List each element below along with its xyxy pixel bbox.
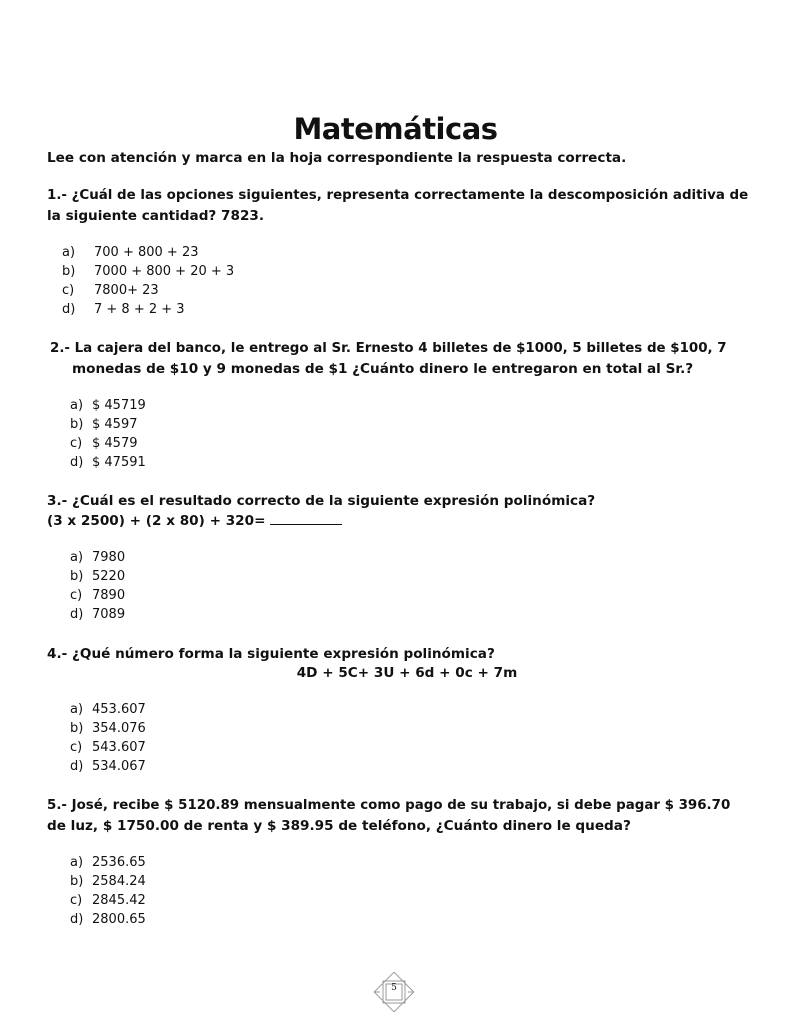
option-a[interactable] [70,853,146,872]
question-2-options [70,396,146,472]
option-d[interactable] [70,757,146,776]
question-1-line-2: la siguiente cantidad? 7823. [47,208,265,224]
expression: (3 x 2500) + (2 x 80) + 320= [47,513,266,529]
question-4-options [70,700,146,776]
page-number: 5 [391,983,397,993]
instructions: Lee con atención y marca en la hoja correspondiente la respuesta correcta. [47,150,627,166]
option-letter: c) [70,588,83,603]
option-letter: c) [70,893,83,908]
option-c[interactable] [70,586,125,605]
option-letter: c) [70,740,83,755]
option-text: 7890 [92,588,126,603]
option-text: 543.607 [92,740,146,755]
option-letter: a) [70,702,84,717]
question-2-line-1: 2.- La cajera del banco, le entrego al Sr. Ernesto 4 billetes de $1000, 5 billetes de $100, 7 [50,341,727,356]
option-text: 5220 [92,569,126,584]
option-text: 7089 [92,607,126,622]
question-5-line-1: 5.- José, recibe $ 5120.89 mensualmente como pago de su trabajo, si debe pagar $ 396.70 [47,798,731,813]
question-5-options [70,853,146,929]
question-1-options [62,243,234,319]
option-c[interactable] [70,434,146,453]
option-text: 7980 [92,550,126,565]
option-text: 700 + 800 + 23 [94,245,199,260]
option-b[interactable] [70,719,146,738]
option-letter: b) [62,264,76,279]
option-text: $ 47591 [92,455,146,470]
option-a[interactable] [62,243,234,262]
option-text: $ 4597 [92,417,138,432]
question-1-line-1: 1.- ¿Cuál de las opciones siguientes, representa correctamente la descomposición aditiva de [47,188,749,203]
question-3-line-1: 3.- ¿Cuál es el resultado correcto de la siguiente expresión polinómica? [47,493,596,509]
question-5-line-2: de luz, $ 1750.00 de renta y $ 389.95 de teléfono, ¿Cuánto dinero le queda? [47,818,631,834]
option-a[interactable] [70,396,146,415]
option-text: 453.607 [92,702,146,717]
question-3-options [70,548,125,624]
option-b[interactable] [62,262,234,281]
option-text: 534.067 [92,759,146,774]
option-text: $ 45719 [92,398,146,413]
option-letter: b) [70,874,84,889]
option-d[interactable] [70,453,146,472]
option-letter: d) [70,912,84,927]
option-text: $ 4579 [92,436,138,451]
option-text: 7 + 8 + 2 + 3 [94,302,185,317]
question-4-line-1: 4.- ¿Qué número forma la siguiente expresión polinómica? [47,646,495,662]
option-letter: b) [70,417,84,432]
option-letter: d) [70,455,84,470]
question-2-line-2: monedas de $10 y 9 monedas de $1 ¿Cuánto dinero le entregaron en total al Sr.? [72,361,694,377]
option-text: 7000 + 800 + 20 + 3 [94,264,235,279]
option-text: 2536.65 [92,855,146,870]
option-text: 7800+ 23 [94,283,159,298]
option-d[interactable] [62,300,234,319]
option-letter: a) [70,855,84,870]
option-b[interactable] [70,567,125,586]
answer-blank [270,512,342,525]
option-c[interactable] [70,891,146,910]
option-letter: a) [62,245,76,260]
option-text: 354.076 [92,721,146,736]
option-text: 2584.24 [92,874,146,889]
option-b[interactable] [70,415,146,434]
option-letter: d) [62,302,76,317]
option-b[interactable] [70,872,146,891]
option-letter: d) [70,607,84,622]
option-letter: c) [62,283,75,298]
option-letter: a) [70,550,84,565]
question-3-line-2 [47,511,342,531]
option-c[interactable] [70,738,146,757]
option-c[interactable] [62,281,234,300]
option-d[interactable] [70,605,125,624]
option-text: 2845.42 [92,893,146,908]
page-title: Matemáticas [293,112,498,146]
option-letter: b) [70,569,84,584]
question-4-expression: 4D + 5C+ 3U + 6d + 0c + 7m [296,665,518,681]
option-d[interactable] [70,910,146,929]
option-letter: a) [70,398,84,413]
option-letter: b) [70,721,84,736]
option-text: 2800.65 [92,912,146,927]
option-a[interactable] [70,548,125,567]
option-letter: c) [70,436,83,451]
option-letter: d) [70,759,84,774]
option-a[interactable] [70,700,146,719]
